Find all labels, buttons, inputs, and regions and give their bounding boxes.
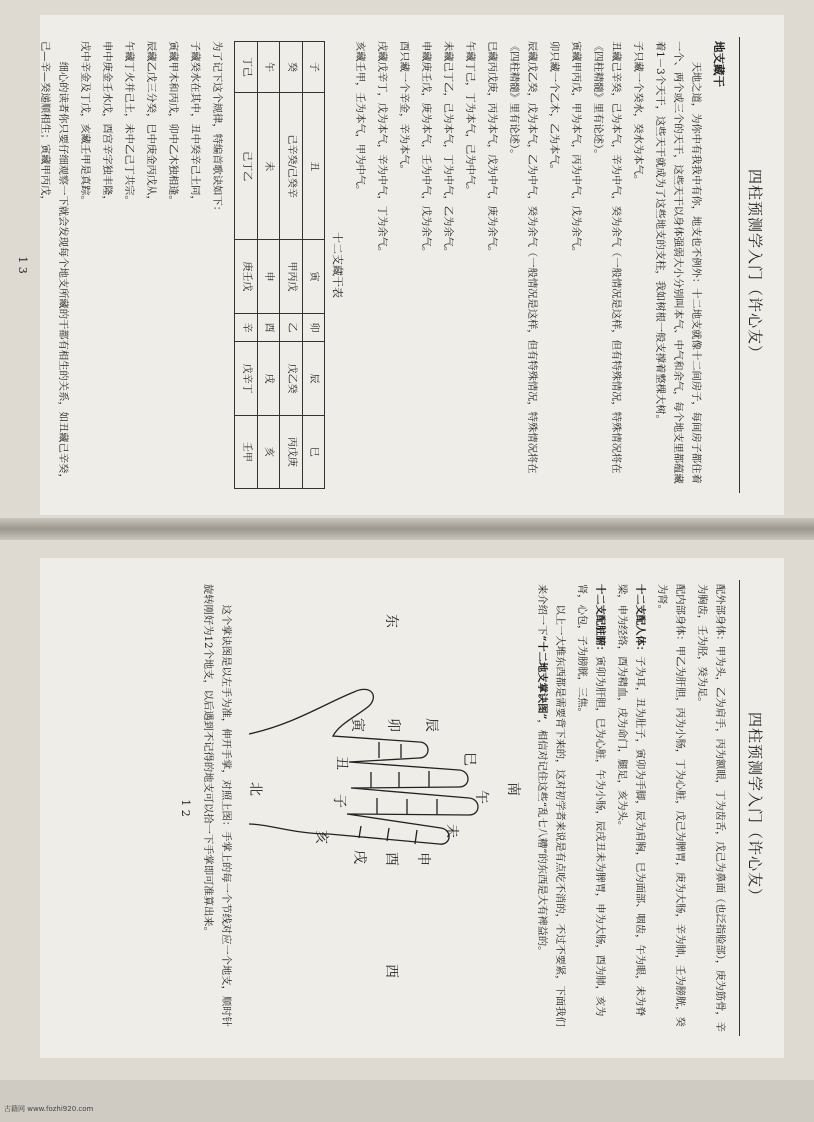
page-body — [13, 15, 739, 515]
stem-cell: 壬甲 — [235, 415, 258, 488]
page-number: 1 2 — [178, 799, 192, 817]
hand-label-mao: 卯 — [384, 718, 401, 732]
hand-label-yin: 寅 — [348, 718, 365, 732]
branch-cell: 午 — [257, 42, 280, 93]
diagram-title: “十二地支掌诀图” — [535, 635, 548, 720]
poem-line: 申中庚金壬水戊，酉宫辛字独丰隆， — [101, 41, 114, 206]
hand-label-shen: 申 — [414, 852, 431, 866]
zang-line: 寅藏甲丙戊，甲为本气，丙为中气，戊为余气。 — [569, 41, 582, 258]
hand-label-xu: 戌 — [350, 850, 367, 864]
stem-cell: 甲丙戊 — [280, 240, 303, 313]
table-row — [280, 42, 303, 489]
page-13-content — [16, 15, 784, 515]
branch-body-paragraph — [613, 584, 649, 1032]
page-number: 1 3 — [16, 256, 30, 274]
stem-cell: 丁己 — [235, 42, 258, 93]
hand-label-zi: 子 — [330, 794, 347, 808]
poem-line: 戌中辛金及丁戊，亥藏壬甲是真踪。 — [79, 41, 92, 206]
branch-organ-paragraph — [573, 584, 609, 1032]
page-12 — [40, 558, 784, 1058]
branch-cell: 寅 — [302, 240, 325, 313]
branch-cell: 申 — [257, 240, 280, 313]
zang-table — [234, 41, 325, 489]
hand-label-chou: 丑 — [332, 756, 349, 770]
stem-cell: 乙 — [280, 313, 303, 342]
table-caption: 十二支藏干表 — [330, 232, 344, 298]
hand-label-wei: 未 — [442, 824, 459, 838]
body-external-paragraph: 配外部身体：甲为头，乙为肩手，丙为额眼，丁为齿舌，戊己为鼻面（也泛指脸部），庚为筋骨，辛为胸齿，壬为胫，癸为足。 — [695, 584, 726, 1032]
branch-cell: 戌 — [257, 342, 280, 415]
zang-line: 酉只藏一个辛金，辛为本气。 — [397, 41, 410, 175]
branch-cell: 未 — [257, 93, 280, 240]
section-title: 地支藏干 — [712, 41, 726, 87]
scan-border — [0, 1080, 814, 1122]
branch-cell: 酉 — [257, 313, 280, 342]
zang-line: 卯只藏一个乙木，乙为本气。 — [547, 41, 560, 175]
paragraph-text: 寅卯为肝胆，巳为心脏，午为小肠，辰戌丑未为脾胃，申为大肠，酉为肺，亥为肾，心包，子为膀胱，三焦。 — [575, 584, 606, 1017]
direction-east: 东 — [382, 614, 399, 628]
page-header: 四柱预测学入门（许心友） — [739, 37, 770, 493]
poem-line: 子藏癸水在其中，丑中癸辛己土同， — [189, 41, 202, 206]
page-13 — [16, 15, 784, 515]
stem-cell: 戊辛丁 — [235, 342, 258, 415]
zang-line: 亥藏壬甲，壬为本气，甲为中气。 — [353, 41, 366, 196]
paragraph-label: 十二支配脏腑： — [593, 584, 606, 657]
page-body — [176, 558, 739, 1058]
stem-cell: 庚壬戊 — [235, 240, 258, 313]
direction-south: 南 — [504, 782, 521, 796]
poem-line: 寅藏甲木和丙戊，卯中乙木独相逢。 — [167, 41, 180, 206]
hand-label-you: 酉 — [382, 852, 399, 866]
intro-paragraph: 天地之道，为你中有我我中有你，地支也不例外：十二地支就像十二间房子，每间房子都住着一个、两个或三个的天干，这些天干以身体强弱大小分别叫本气、中气和余气，每个地支里都蕴藏着1－3个天干，这些天干就成为了这些地支的支柱，我如树根一般支撑着整棵大树。 — [653, 41, 702, 484]
hand-label-hai: 亥 — [312, 830, 329, 844]
hand-label-wu: 午 — [472, 790, 489, 804]
stem-cell: 丙戊庚 — [280, 415, 303, 488]
hand-intro-paragraph — [533, 584, 569, 1032]
zang-line: 申藏庚壬戊，庚为本气，壬为中气，戊为余气。 — [419, 41, 432, 258]
stem-cell: 己辛癸/己癸辛 — [280, 93, 303, 240]
paragraph-text: 以上一大堆东西都是需要背下来的，这对初学者来说是有点吃不消的，不过不要紧，下面我们来介绍一下 — [535, 584, 566, 1027]
poem-line: 辰藏乙戊三分癸，巳中庚金丙戊从， — [145, 41, 158, 206]
poem-line: 午藏丁火并己土，未中乙己丁共宗。 — [123, 41, 136, 206]
page-12-content — [40, 558, 784, 1058]
zang-line: 巳藏丙戊庚，丙为本气，戊为中气，庚为余气。 — [485, 41, 498, 258]
zang-line: 午藏丁己，丁为本气，己为中气。 — [463, 41, 476, 196]
branch-cell: 辰 — [302, 342, 325, 415]
page-header: 四柱预测学入门（许心友） — [739, 580, 770, 1036]
zang-line: 辰藏戊乙癸，戊为本气，乙为中气，癸为余气（一般情况是这样，但有特殊情况，特殊情况将在《四柱精髓》里有论述）。 — [507, 41, 538, 474]
zang-line: 丑藏己辛癸，己为本气，辛为中气，癸为余气（一般情况是这样，但有特殊情况，特殊情况将在《四柱精髓》里有论述）。 — [591, 41, 622, 474]
stem-cell: 己丁乙 — [235, 93, 258, 240]
direction-west: 西 — [382, 964, 399, 978]
direction-north: 北 — [246, 782, 263, 796]
book-spine — [0, 518, 814, 540]
body-internal-paragraph: 配内部身体：甲乙为肝胆，丙为小肠，丁为心脏，戊己为脾胃，庚为大肠，辛为肺，壬为膀胱，癸为肾。 — [655, 584, 686, 1027]
zang-line: 戌藏戊辛丁，戊为本气，辛为中气，丁为余气。 — [375, 41, 388, 258]
branch-cell: 丑 — [302, 93, 325, 240]
hand-label-chen: 辰 — [422, 718, 439, 732]
poem-intro: 为了记下这个规律，特编首歌诀如下： — [211, 41, 224, 217]
zang-line: 未藏己丁乙，己为本气，丁为中气，乙为余气。 — [441, 41, 454, 258]
stem-cell: 辛 — [235, 313, 258, 342]
stem-cell: 戊乙癸 — [280, 342, 303, 415]
paragraph-label: 十二支配人体： — [633, 584, 646, 657]
branch-cell: 亥 — [257, 415, 280, 488]
site-watermark: 古籍网 www.fozhi920.com — [4, 1105, 94, 1113]
paragraph-text: 子为耳，丑为肚子，寅卯为手脚，辰为肩胸，巳为面部、咽齿，午为眼，未为脊梁，申为经络，酉为精血，戌为命门，腿足，亥为头。 — [615, 584, 646, 1017]
hand-diagram — [239, 584, 529, 1032]
stem-cell: 癸 — [280, 42, 303, 93]
branch-cell: 卯 — [302, 313, 325, 342]
branch-cell: 子 — [302, 42, 325, 93]
hand-label-si: 巳 — [460, 752, 477, 766]
table-row — [235, 42, 258, 489]
hand-explanation: 这个掌诀图是以左手为准，伸开手掌，对照上图：手掌上的每一个节线对应一个地支，顺时针旋转刚好为12个地支，以后遇到不记得的地支可以拾一下手掌即可准算出来。 — [201, 584, 232, 1027]
closing-paragraph: 细心的读者你只要仔细观察一下就会发现每个地支所藏的干都有相生的关系，如丑藏己辛癸，己—辛—癸递顺相生；寅藏甲丙戊， — [39, 41, 70, 484]
branch-cell: 巳 — [302, 415, 325, 488]
zang-line: 子只藏一个癸水，癸水为本气。 — [631, 41, 644, 186]
table-row — [302, 42, 325, 489]
table-row — [257, 42, 280, 489]
paragraph-text: ，相信对记住这些“乱七八糟”的东西是大有裨益的。 — [535, 719, 548, 957]
